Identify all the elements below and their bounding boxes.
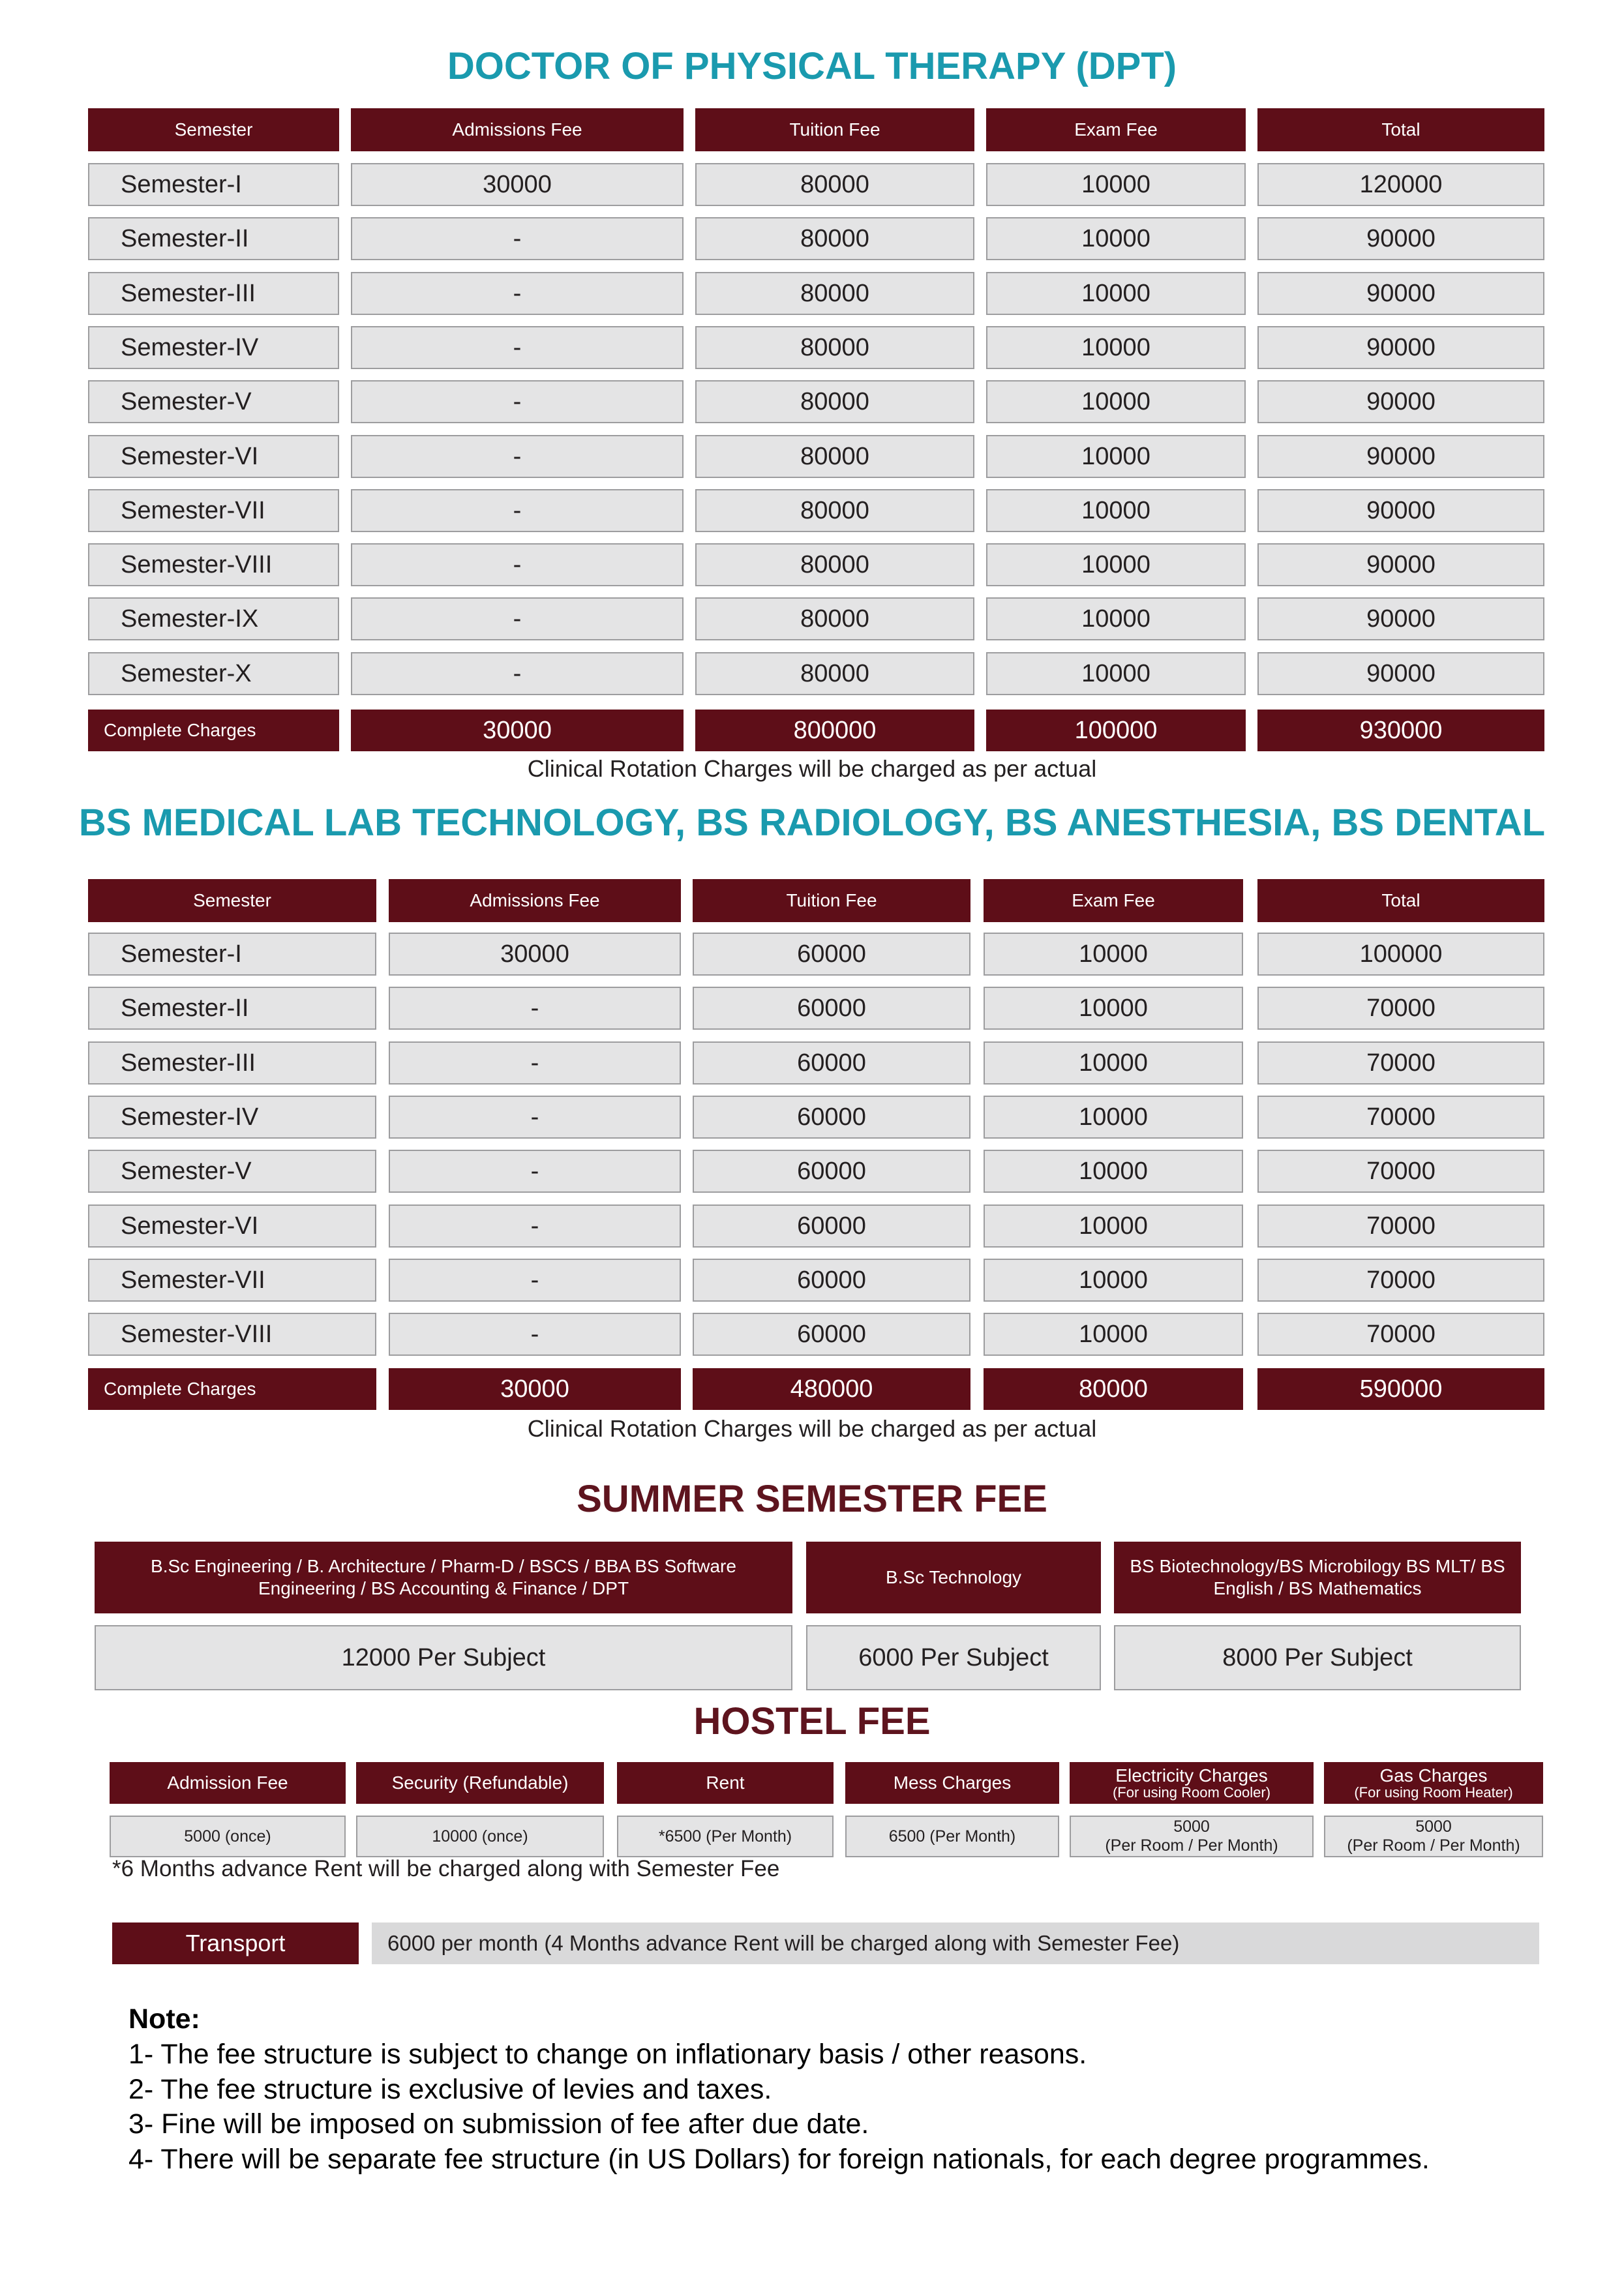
cell-total: 70000 [1257,1096,1544,1139]
cell-admission-fee: - [351,380,684,423]
footer-exam-fee: 100000 [986,710,1246,751]
header-total: Total [1257,879,1544,922]
hostel-header-label: Gas Charges [1379,1765,1488,1786]
hostel-header-rent [617,1762,834,1804]
footer-total: 930000 [1257,710,1544,751]
notes-section [128,2002,1430,2177]
transport-label: Transport [112,1922,359,1964]
hostel-value-line2: (Per Room / Per Month) [1105,1836,1278,1855]
header-total: Total [1257,108,1544,151]
cell-admission-fee: - [389,1313,681,1356]
cell-semester: Semester-V [88,1150,376,1193]
cell-total: 90000 [1257,543,1544,586]
cell-exam-fee: 10000 [986,217,1246,260]
cell-exam-fee: 10000 [984,1313,1243,1356]
footer-tuition-fee: 800000 [695,710,974,751]
cell-exam-fee: 10000 [986,543,1246,586]
cell-tuition-fee: 60000 [693,1313,970,1356]
summer-engineering-value: 12000 Per Subject [95,1625,792,1690]
hostel-header-admission-fee [110,1762,346,1804]
cell-exam-fee: 10000 [986,272,1246,315]
cell-admission-fee: - [389,1150,681,1193]
cell-tuition-fee: 60000 [693,987,970,1030]
cell-admission-fee: 30000 [351,163,684,206]
cell-total: 90000 [1257,652,1544,695]
cell-semester: Semester-VII [88,1259,376,1302]
cell-total: 90000 [1257,272,1544,315]
cell-tuition-fee: 60000 [693,1150,970,1193]
hostel-header-label: Electricity Charges [1115,1765,1268,1786]
cell-admission-fee: - [389,1096,681,1139]
cell-admission-fee: - [389,1259,681,1302]
cell-tuition-fee: 80000 [695,163,974,206]
hostel-value-line1: 6500 (Per Month) [888,1827,1016,1846]
cell-admission-fee: - [351,272,684,315]
note-item: 3- Fine will be imposed on submission of fee after due date. [128,2108,869,2140]
cell-exam-fee: 10000 [984,1041,1243,1085]
header-admission-fee: Admissions Fee [389,879,681,922]
hostel-header-mess-charges [845,1762,1059,1804]
dpt-clinical-note: Clinical Rotation Charges will be charged as per actual [527,755,1097,782]
summer-biotech-value: 8000 Per Subject [1114,1625,1521,1690]
cell-tuition-fee: 80000 [695,380,974,423]
cell-semester: Semester-IV [88,1096,376,1139]
cell-total: 100000 [1257,933,1544,976]
hostel-value-admission-fee [110,1816,346,1857]
hostel-value-rent [617,1816,834,1857]
footer-exam-fee: 80000 [984,1368,1243,1410]
hostel-value-gas-charges [1324,1816,1543,1857]
summer-biotech-header: BS Biotechnology/BS Microbilogy BS MLT/ BS English / BS Mathematics [1114,1542,1521,1613]
cell-exam-fee: 10000 [986,652,1246,695]
cell-tuition-fee: 60000 [693,1041,970,1085]
cell-semester: Semester-IV [88,326,339,369]
cell-tuition-fee: 60000 [693,1096,970,1139]
cell-total: 90000 [1257,597,1544,640]
cell-semester: Semester-I [88,163,339,206]
dpt-title: DOCTOR OF PHYSICAL THERAPY (DPT) [447,45,1177,87]
cell-total: 70000 [1257,1313,1544,1356]
hostel-value-line1: 5000 (once) [184,1827,271,1846]
hostel-title: HOSTEL FEE [693,1700,931,1743]
note-item: 4- There will be separate fee structure (in US Dollars) for foreign nationals, for each degree programmes. [128,2144,1430,2175]
cell-total: 120000 [1257,163,1544,206]
bs-clinical-note: Clinical Rotation Charges will be charged as per actual [527,1415,1097,1442]
cell-admission-fee: - [389,1041,681,1085]
hostel-header-label: Admission Fee [167,1773,288,1793]
footer-semester: Complete Charges [88,710,339,751]
cell-tuition-fee: 80000 [695,652,974,695]
cell-exam-fee: 10000 [986,489,1246,532]
cell-admission-fee: - [351,435,684,478]
cell-exam-fee: 10000 [986,380,1246,423]
cell-admission-fee: - [351,543,684,586]
cell-tuition-fee: 80000 [695,435,974,478]
hostel-header-sublabel: (For using Room Heater) [1354,1784,1513,1801]
summer-engineering-header: B.Sc Engineering / B. Architecture / Pharm-D / BSCS / BBA BS Software Engineering / BS Accounting & Finance / DPT [95,1542,792,1613]
cell-tuition-fee: 80000 [695,489,974,532]
cell-exam-fee: 10000 [984,987,1243,1030]
summer-title: SUMMER SEMESTER FEE [577,1478,1047,1520]
cell-tuition-fee: 80000 [695,326,974,369]
cell-exam-fee: 10000 [984,933,1243,976]
hostel-header-electricity-charges [1070,1762,1314,1804]
bs-title: BS MEDICAL LAB TECHNOLOGY, BS RADIOLOGY, BS ANESTHESIA, BS DENTAL [78,801,1546,844]
hostel-header-security [356,1762,604,1804]
cell-tuition-fee: 80000 [695,597,974,640]
cell-total: 70000 [1257,1204,1544,1248]
cell-admission-fee: - [351,489,684,532]
cell-exam-fee: 10000 [984,1259,1243,1302]
header-semester: Semester [88,108,339,151]
header-exam-fee: Exam Fee [984,879,1243,922]
hostel-value-line1: 5000 [1173,1818,1210,1836]
header-tuition-fee: Tuition Fee [695,108,974,151]
hostel-header-label: Mess Charges [893,1773,1012,1793]
cell-semester: Semester-VII [88,489,339,532]
note-item: 2- The fee structure is exclusive of levies and taxes. [128,2073,772,2105]
cell-exam-fee: 10000 [986,435,1246,478]
hostel-header-label: Security (Refundable) [391,1773,569,1793]
hostel-value-security [356,1816,604,1857]
cell-semester: Semester-X [88,652,339,695]
header-semester: Semester [88,879,376,922]
cell-total: 90000 [1257,326,1544,369]
cell-tuition-fee: 80000 [695,217,974,260]
cell-tuition-fee: 80000 [695,272,974,315]
cell-semester: Semester-III [88,1041,376,1085]
hostel-value-mess-charges [845,1816,1059,1857]
footer-semester: Complete Charges [88,1368,376,1410]
cell-exam-fee: 10000 [984,1204,1243,1248]
cell-total: 90000 [1257,380,1544,423]
cell-semester: Semester-V [88,380,339,423]
cell-admission-fee: - [389,987,681,1030]
cell-semester: Semester-II [88,217,339,260]
cell-admission-fee: - [351,217,684,260]
cell-total: 70000 [1257,1259,1544,1302]
cell-tuition-fee: 60000 [693,1204,970,1248]
hostel-footnote: *6 Months advance Rent will be charged along with Semester Fee [112,1856,780,1881]
note-item: 1- The fee structure is subject to change on inflationary basis / other reasons. [128,2038,1087,2070]
cell-exam-fee: 10000 [986,163,1246,206]
cell-exam-fee: 10000 [984,1096,1243,1139]
hostel-value-electricity-charges [1070,1816,1314,1857]
cell-total: 70000 [1257,987,1544,1030]
header-tuition-fee: Tuition Fee [693,879,970,922]
cell-total: 90000 [1257,217,1544,260]
cell-semester: Semester-VIII [88,543,339,586]
cell-admission-fee: - [351,652,684,695]
footer-tuition-fee: 480000 [693,1368,970,1410]
summer-technology-header: B.Sc Technology [806,1542,1101,1613]
footer-total: 590000 [1257,1368,1544,1410]
cell-semester: Semester-VI [88,435,339,478]
cell-semester: Semester-II [88,987,376,1030]
footer-admission-fee: 30000 [389,1368,681,1410]
transport-value: 6000 per month (4 Months advance Rent will be charged along with Semester Fee) [372,1922,1539,1964]
cell-semester: Semester-I [88,933,376,976]
cell-exam-fee: 10000 [986,326,1246,369]
cell-admission-fee: - [389,1204,681,1248]
notes-heading: Note: [128,2003,200,2035]
cell-total: 70000 [1257,1150,1544,1193]
cell-tuition-fee: 60000 [693,1259,970,1302]
cell-exam-fee: 10000 [986,597,1246,640]
header-admission-fee: Admissions Fee [351,108,684,151]
cell-admission-fee: - [351,326,684,369]
cell-semester: Semester-VI [88,1204,376,1248]
cell-total: 70000 [1257,1041,1544,1085]
hostel-value-line2: (Per Room / Per Month) [1347,1836,1520,1855]
cell-semester: Semester-III [88,272,339,315]
cell-semester: Semester-IX [88,597,339,640]
cell-admission-fee: - [351,597,684,640]
cell-tuition-fee: 60000 [693,933,970,976]
cell-exam-fee: 10000 [984,1150,1243,1193]
cell-tuition-fee: 80000 [695,543,974,586]
hostel-value-line1: *6500 (Per Month) [658,1827,792,1846]
summer-technology-value: 6000 Per Subject [806,1625,1101,1690]
hostel-value-line1: 5000 [1415,1818,1452,1836]
hostel-header-gas-charges [1324,1762,1543,1804]
hostel-value-line1: 10000 (once) [432,1827,528,1846]
hostel-header-sublabel: (For using Room Cooler) [1112,1784,1271,1801]
cell-total: 90000 [1257,435,1544,478]
header-exam-fee: Exam Fee [986,108,1246,151]
footer-admission-fee: 30000 [351,710,684,751]
cell-admission-fee: 30000 [389,933,681,976]
hostel-header-label: Rent [706,1773,745,1793]
cell-semester: Semester-VIII [88,1313,376,1356]
cell-total: 90000 [1257,489,1544,532]
